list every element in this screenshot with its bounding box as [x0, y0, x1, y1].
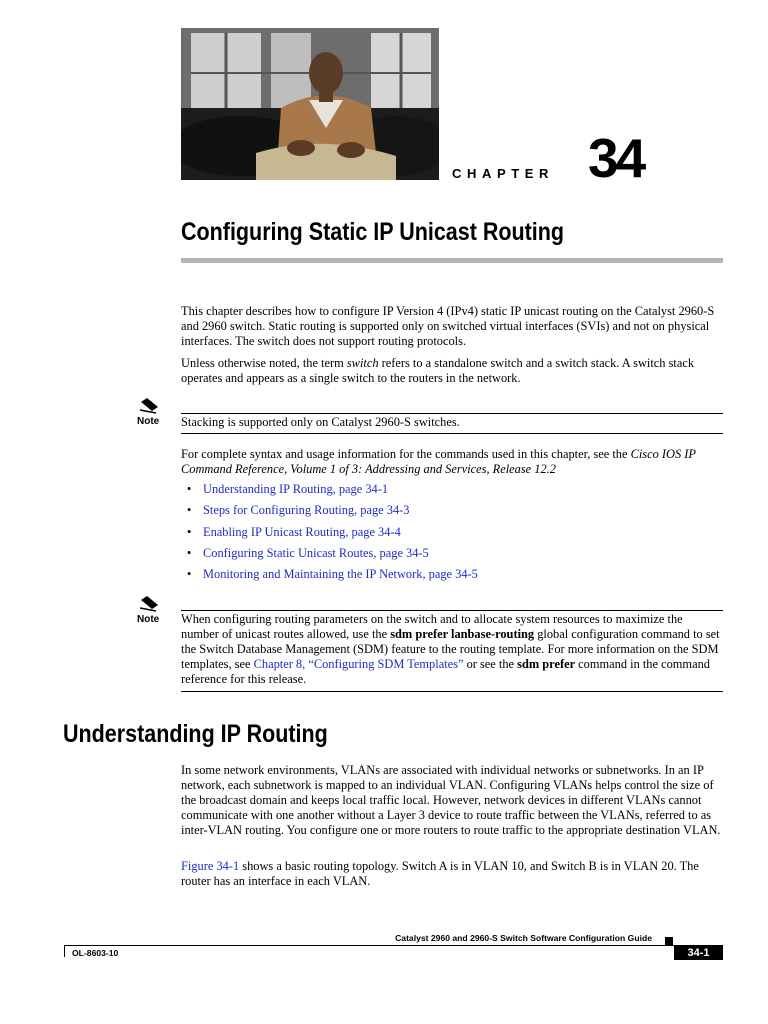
- footer-page-number: 34-1: [674, 946, 723, 960]
- note-pencil-icon: [138, 396, 160, 414]
- chapter-photo: [181, 28, 439, 180]
- footer-doc-number: OL-8603-10: [72, 948, 119, 958]
- note-pencil-icon: [138, 594, 160, 612]
- list-item: [181, 503, 723, 524]
- title-divider: [181, 258, 723, 263]
- footer-rule: [64, 945, 723, 946]
- section-paragraph-2: [181, 859, 723, 889]
- chapter-label: CHAPTER: [452, 166, 555, 181]
- footer-marker: [665, 937, 673, 945]
- note-label: Note: [137, 416, 160, 427]
- intro-paragraph-2: [181, 356, 723, 386]
- section-paragraph-1: In some network environments, VLANs are associated with individual networks or subnetworks. In an IP network, each subnetwork is mapped to an individual VLAN. Configuring VLANs helps control the size of the broadcast domain and keeps local traffic local. However, network devices in different VLANs cannot communicate with one another without a Layer 3 device to route traffic between the VLANs, referred to as inter-VLAN routing. You configure one or more routers to route traffic to the appropriate destination VLAN.: [181, 763, 721, 837]
- section-heading: Understanding IP Routing: [63, 720, 328, 748]
- intro-paragraph-1: This chapter describes how to configure IP Version 4 (IPv4) static IP unicast routing on the Catalyst 2960-S and 2960 switch. Static routing is supported only on switched virtual interfaces (SVIs) and not on physical interfaces. The switch does not support routing protocols.: [181, 304, 715, 348]
- note-text-part: command in the command reference for this release.: [181, 657, 710, 686]
- page-title: Configuring Static IP Unicast Routing: [181, 218, 565, 246]
- footer-guide-title: Catalyst 2960 and 2960-S Switch Software Configuration Guide: [395, 933, 652, 943]
- intro-p2-text-rest: refers to a standalone switch and a switch stack. A switch stack operates and appears as a single switch to the routers in the network.: [181, 356, 695, 385]
- note-text: [181, 612, 723, 687]
- toc-link-list: [181, 482, 723, 588]
- toc-link-monitoring-ip-network[interactable]: Monitoring and Maintaining the IP Network, page 34-5: [203, 567, 478, 582]
- note-text: Stacking is supported only on Catalyst 2960-S switches.: [181, 415, 460, 429]
- note-top-rule: [181, 610, 723, 611]
- note-bottom-rule: [181, 691, 723, 692]
- figure-34-1-link[interactable]: Figure 34-1: [181, 859, 240, 873]
- intro-p2-term: switch: [346, 356, 379, 370]
- footer-tick: [64, 945, 65, 957]
- toc-link-enabling-ip-unicast-routing[interactable]: Enabling IP Unicast Routing, page 34-4: [203, 524, 401, 539]
- note-text-part: or see the: [463, 657, 518, 671]
- toc-link-steps-configuring-routing[interactable]: Steps for Configuring Routing, page 34-3: [203, 503, 410, 518]
- list-item: [181, 525, 723, 546]
- person-photo-image: [181, 28, 439, 180]
- chapter-8-link[interactable]: Chapter 8, “Configuring SDM Templates”: [253, 657, 464, 671]
- toc-link-configuring-static-unicast-routes[interactable]: Configuring Static Unicast Routes, page 34-5: [203, 545, 429, 560]
- list-item: [181, 546, 723, 567]
- section-p2-text: shows a basic routing topology. Switch A is in VLAN 10, and Switch B is in VLAN 20. The router has an interface in each VLAN.: [181, 859, 699, 888]
- list-item: [181, 482, 723, 503]
- intro-p2-text: Unless otherwise noted, the term: [181, 356, 347, 370]
- reference-text: For complete syntax and usage information for the commands used in this chapter, see the: [181, 447, 631, 461]
- command-sdm-prefer: sdm prefer: [517, 657, 576, 671]
- chapter-number: 34: [588, 127, 644, 189]
- reference-title: Cisco IOS IP Command Reference, Volume 1 of 3: Addressing and Services, Release 12.2: [181, 447, 696, 476]
- toc-link-understanding-ip-routing[interactable]: Understanding IP Routing, page 34-1: [203, 482, 389, 496]
- note-text-part: global configuration command to set the Switch Database Management (SDM) feature to the routing template. For more information on the SDM templates, see: [181, 627, 720, 671]
- note-text-part: When configuring routing parameters on the switch and to allocate system resources to maximize the number of unicast routes allowed, use the: [181, 612, 683, 641]
- list-item: [181, 567, 723, 588]
- note-top-rule: [181, 413, 723, 414]
- reference-paragraph: [181, 447, 723, 477]
- note-label: Note: [137, 614, 160, 625]
- note-bottom-rule: [181, 433, 723, 434]
- command-sdm-prefer-lanbase: sdm prefer lanbase-routing: [390, 627, 535, 641]
